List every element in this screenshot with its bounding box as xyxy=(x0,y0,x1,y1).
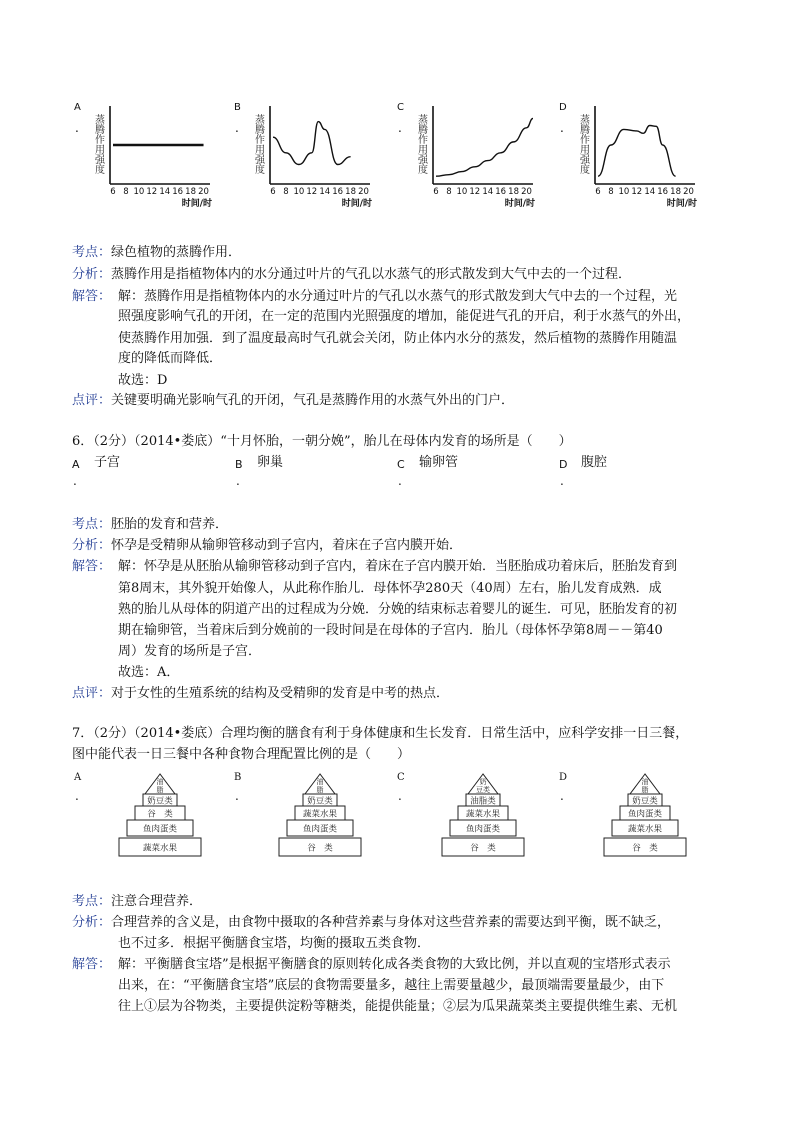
q5-jieda-label-line xyxy=(72,288,111,306)
food-pyramid xyxy=(232,770,392,862)
x-tick-label: 6 xyxy=(595,187,601,197)
q7-kaodian xyxy=(72,893,202,911)
x-tick-label: 18 xyxy=(185,187,197,197)
q5-jieda-line: 照强度影响气孔的开闭，在一定的范围内光照强度的增加，能促进气孔的开启，利于水蒸气的外出， xyxy=(118,309,691,324)
x-tick-label: 14 xyxy=(482,187,494,197)
dianping-label: 点评： xyxy=(72,393,112,408)
pyramid-level-label: 谷 类 xyxy=(632,843,658,854)
pyramid-level-label: 奶豆类 xyxy=(307,796,333,807)
q5-option-b[interactable] xyxy=(232,98,392,216)
x-tick-label: 10 xyxy=(293,187,305,197)
q7-option-b[interactable] xyxy=(232,770,392,862)
q7-jieda-line: 出来，在：“平衡膳食宝塔”底层的食物需要量多，越往上需要量越少，最顶端需要量最少，由下 xyxy=(118,978,665,993)
line-chart xyxy=(395,98,555,216)
x-tick-label: 20 xyxy=(358,187,369,197)
data-series-line xyxy=(598,126,676,177)
food-pyramid xyxy=(395,770,555,862)
x-tick-label: 6 xyxy=(433,187,439,197)
x-axis-label: 时间/时 xyxy=(666,199,697,209)
pyramid-level-label: 豆类 xyxy=(476,786,490,794)
data-series-line xyxy=(436,118,533,176)
option-dot: . xyxy=(398,789,402,803)
x-tick-label: 12 xyxy=(146,187,158,197)
line-chart xyxy=(557,98,717,216)
kaodian-text: 胚胎的发育和营养． xyxy=(111,517,229,532)
q5-kaodian xyxy=(72,244,241,262)
pyramid-level-label: 谷 类 xyxy=(470,843,496,854)
pyramid-level-label: 脂 xyxy=(316,786,324,794)
x-tick-label: 10 xyxy=(133,187,145,197)
q6-jieda-line: 周）发育的场所是子宫． xyxy=(118,644,262,659)
dianping-text: 关键要明确光影响气孔的开闭，气孔是蒸腾作用的水蒸气外出的门户． xyxy=(111,393,515,408)
q6-jieda-line: 第8周末，其外貌开始像人，从此称作胎儿．母体怀孕280天（40周）左右，胎儿发育成熟．成 xyxy=(118,581,662,596)
q7-option-d[interactable] xyxy=(557,770,717,862)
q5-option-d[interactable] xyxy=(557,98,717,216)
kaodian-text: 注意合理营养． xyxy=(111,894,203,909)
option-dot: . xyxy=(236,474,240,488)
line-chart xyxy=(232,98,392,216)
x-tick-label: 20 xyxy=(683,187,694,197)
pyramid-level-label: 脂 xyxy=(156,786,164,794)
option-text: 输卵管 xyxy=(419,455,459,470)
q6-jieda-line: 期在输卵管，当着床后到分娩前的一段时间是在母体的子宫内．胎儿（母体怀孕第8周－－第40 xyxy=(118,623,663,638)
x-tick-label: 18 xyxy=(345,187,357,197)
pyramid-level-label: 蔬菜水果 xyxy=(302,809,338,820)
q7-stem-line: 7．（2分）（2014•娄底）合理均衡的膳食有利于身体健康和生长发育．日常生活中，应科学安排一日三餐， xyxy=(72,726,689,741)
pyramid-level-label: 脂 xyxy=(641,786,649,794)
option-dot: . xyxy=(560,474,564,488)
y-axis-label: 蒸腾作用强度 xyxy=(415,114,427,174)
option-dot: . xyxy=(235,789,239,803)
option-letter: B xyxy=(235,458,243,471)
q5-jieda-line: 使蒸腾作用加强．到了温度最高时气孔就会关闭，防止体内水分的蒸发，然后植物的蒸腾作用随温 xyxy=(118,331,678,346)
food-pyramid xyxy=(72,770,232,862)
x-tick-label: 16 xyxy=(495,187,507,197)
q5-jieda-line: 故选：D xyxy=(118,373,168,388)
pyramid-level-label: 油 xyxy=(156,778,164,786)
q7-fenxi-line: 也不过多．根据平衡膳食宝塔，均衡的摄取五类食物． xyxy=(118,936,431,951)
q7-option-a[interactable] xyxy=(72,770,232,862)
fenxi-text: 蒸腾作用是指植物体内的水分通过叶片的气孔以水蒸气的形式散发到大气中去的一个过程． xyxy=(111,267,632,282)
x-tick-label: 8 xyxy=(446,187,452,197)
kaodian-label: 考点： xyxy=(72,517,112,532)
pyramid-level-label: 蔬菜水果 xyxy=(627,824,663,835)
x-tick-label: 6 xyxy=(110,187,116,197)
q5-fenxi xyxy=(72,266,631,284)
y-axis-label: 蒸腾作用强度 xyxy=(577,114,589,174)
pyramid-level-label: 油 xyxy=(641,778,649,786)
q7-jieda-line: 往上①层为谷物类，主要提供淀粉等糖类，能提供能量；②层为瓜果蔬菜类主要提供维生素、无机 xyxy=(118,999,678,1014)
x-tick-label: 12 xyxy=(631,187,643,197)
y-axis-label: 蒸腾作用强度 xyxy=(92,114,104,174)
q6-stem: 6．（2分）（2014•娄底）“十月怀胎，一朝分娩”，胎儿在母体内发育的场所是（ ） xyxy=(72,434,572,449)
kaodian-text: 绿色植物的蒸腾作用． xyxy=(111,245,242,260)
q7-fenxi xyxy=(72,914,670,932)
x-tick-label: 18 xyxy=(670,187,682,197)
q7-jieda-label-line xyxy=(72,956,111,974)
option-dot: . xyxy=(235,121,239,135)
option-letter: D xyxy=(559,102,567,113)
q6-jieda-label-line xyxy=(72,558,111,576)
fenxi-label: 分析： xyxy=(72,538,112,553)
option-letter: B xyxy=(234,102,241,113)
x-tick-label: 12 xyxy=(469,187,481,197)
x-tick-label: 20 xyxy=(198,187,209,197)
line-chart xyxy=(72,98,232,216)
option-letter: D xyxy=(559,772,568,783)
pyramid-level-label: 谷 类 xyxy=(307,843,333,854)
q5-option-c[interactable] xyxy=(395,98,555,216)
food-pyramid xyxy=(557,770,717,862)
q5-dianping xyxy=(72,392,514,410)
pyramid-level-label: 蔬菜水果 xyxy=(465,809,501,820)
pyramid-level-label: 蔬菜水果 xyxy=(142,843,178,854)
jieda-label: 解答： xyxy=(72,289,112,304)
fenxi-label: 分析： xyxy=(72,915,112,930)
x-tick-label: 8 xyxy=(123,187,129,197)
option-text: 子宫 xyxy=(94,455,121,470)
x-tick-label: 20 xyxy=(521,187,532,197)
q6-jieda-line: 解：怀孕是从胚胎从输卵管移动到子宫内，着床在子宫内膜开始．当胚胎成功着床后，胚胎发育到 xyxy=(118,559,678,574)
q7-option-c[interactable] xyxy=(395,770,555,862)
option-letter: C xyxy=(397,458,405,471)
x-tick-label: 16 xyxy=(172,187,184,197)
option-text: 卵巢 xyxy=(257,455,284,470)
dianping-label: 点评： xyxy=(72,686,112,701)
kaodian-label: 考点： xyxy=(72,245,112,260)
option-letter: C xyxy=(397,772,405,783)
option-text: 腹腔 xyxy=(581,455,608,470)
q6-fenxi xyxy=(72,537,462,555)
option-dot: . xyxy=(75,789,79,803)
option-dot: . xyxy=(560,789,564,803)
pyramid-level-label: 鱼肉蛋类 xyxy=(627,809,663,820)
x-axis-label: 时间/时 xyxy=(504,199,535,209)
option-letter: A xyxy=(74,772,82,783)
fenxi-text: 怀孕是受精卵从输卵管移动到子宫内，着床在子宫内膜开始． xyxy=(111,538,463,553)
option-letter: B xyxy=(234,772,242,783)
x-tick-label: 18 xyxy=(508,187,520,197)
fenxi-text: 合理营养的含义是，由食物中摄取的各种营养素与身体对这些营养素的需要达到平衡，既不缺乏， xyxy=(111,915,671,930)
x-tick-label: 10 xyxy=(618,187,630,197)
x-tick-label: 14 xyxy=(159,187,171,197)
x-tick-label: 14 xyxy=(319,187,331,197)
x-axis-label: 时间/时 xyxy=(181,199,212,209)
x-tick-label: 10 xyxy=(456,187,468,197)
pyramid-level-label: 鱼肉蛋类 xyxy=(465,824,501,835)
y-axis-label: 蒸腾作用强度 xyxy=(252,114,264,174)
option-letter: A xyxy=(72,458,80,471)
pyramid-level-label: 奶 xyxy=(479,778,487,786)
option-dot: . xyxy=(75,121,79,135)
x-tick-label: 16 xyxy=(657,187,669,197)
q7-jieda-line: 解：平衡膳食宝塔”是根据平衡膳食的原则转化成各类食物的大致比例，并以直观的宝塔形式表示 xyxy=(118,957,671,972)
pyramid-level-label: 油 xyxy=(316,778,324,786)
option-dot: . xyxy=(73,474,77,488)
q6-dianping xyxy=(72,685,449,703)
option-letter: A xyxy=(74,102,81,113)
x-tick-label: 8 xyxy=(608,187,614,197)
kaodian-label: 考点： xyxy=(72,894,112,909)
option-dot: . xyxy=(398,474,402,488)
fenxi-label: 分析： xyxy=(72,267,112,282)
x-tick-label: 8 xyxy=(283,187,289,197)
data-series-line xyxy=(273,122,351,165)
pyramid-level-label: 谷 类 xyxy=(147,809,173,820)
jieda-label: 解答： xyxy=(72,559,112,574)
option-dot: . xyxy=(560,121,564,135)
pyramid-level-label: 奶豆类 xyxy=(147,796,173,807)
pyramid-level-label: 鱼肉蛋类 xyxy=(142,824,178,835)
x-axis-label: 时间/时 xyxy=(341,199,372,209)
q5-option-a[interactable] xyxy=(72,98,232,216)
x-tick-label: 12 xyxy=(306,187,318,197)
option-dot: . xyxy=(398,121,402,135)
q6-jieda-line: 故选：A． xyxy=(118,665,180,680)
pyramid-level-label: 鱼肉蛋类 xyxy=(302,824,338,835)
pyramid-level-label: 油脂类 xyxy=(470,796,496,807)
x-tick-label: 16 xyxy=(332,187,344,197)
q6-kaodian xyxy=(72,516,228,534)
x-tick-label: 14 xyxy=(644,187,656,197)
q5-jieda-line: 度的降低而降低． xyxy=(118,351,223,366)
q5-jieda-line: 解：蒸腾作用是指植物体内的水分通过叶片的气孔以水蒸气的形式散发到大气中去的一个过程，光 xyxy=(118,289,678,304)
q6-jieda-line: 熟的胎儿从母体的阴道产出的过程成为分娩．分娩的结束标志着婴儿的诞生．可见，胚胎发育的初 xyxy=(118,602,678,617)
q7-stem-line: 图中能代表一日三餐中各种食物合理配置比例的是（ ） xyxy=(72,747,411,762)
jieda-label: 解答： xyxy=(72,957,112,972)
x-tick-label: 6 xyxy=(270,187,276,197)
dianping-text: 对于女性的生殖系统的结构及受精卵的发育是中考的热点． xyxy=(111,686,450,701)
option-letter: C xyxy=(397,102,404,113)
option-letter: D xyxy=(559,458,568,471)
pyramid-level-label: 奶豆类 xyxy=(632,796,658,807)
